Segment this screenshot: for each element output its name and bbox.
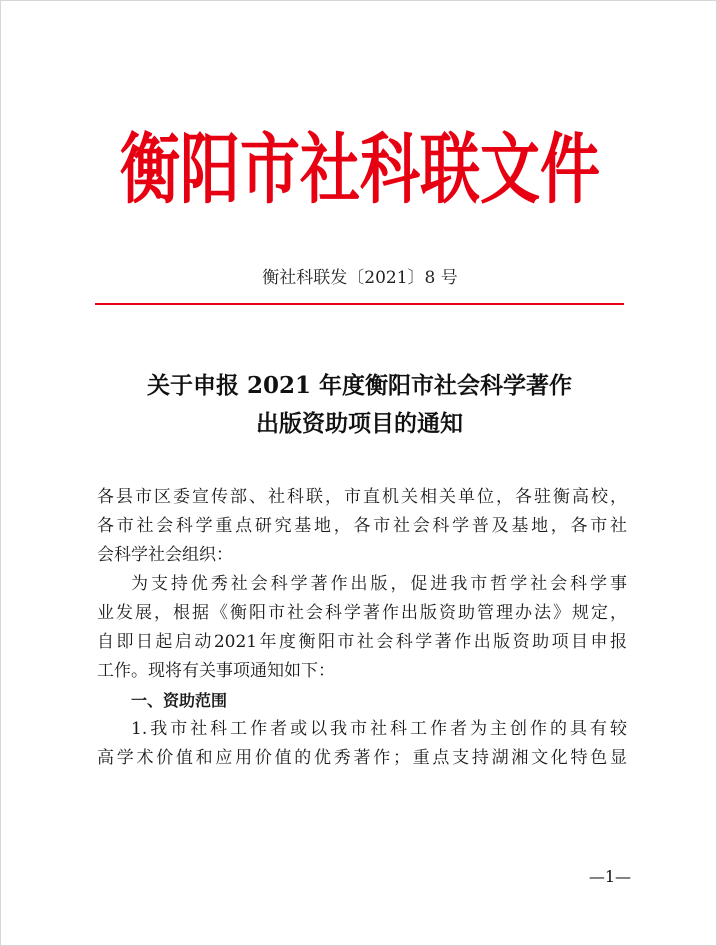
red-masthead: 衡阳市社科联文件 — [120, 125, 600, 215]
addressee-line-1: 各县市区委宣传部、社科联，市直机关相关单位，各驻衡高校， — [97, 487, 627, 507]
intro-line-4: 工作。现将有关事项通知如下： — [97, 661, 335, 681]
intro-line-2: 业发展，根据《衡阳市社会科学著作出版资助管理办法》规定， — [97, 603, 627, 623]
item-1-line-1: 1.我市社科工作者或以我市社科工作者为主创作的具有较 — [131, 719, 627, 739]
intro-line-3: 自即日起启动2021年度衡阳市社会科学著作出版资助项目申报 — [97, 632, 627, 652]
addressee-line-2: 各市社会科学重点研究基地，各市社会科学普及基地，各市社 — [97, 516, 627, 536]
intro-line-1: 为支持优秀社会科学著作出版，促进我市哲学社会科学事 — [131, 574, 627, 594]
addressee-line-3: 会科学社会组织： — [97, 545, 233, 565]
document-title — [81, 367, 638, 443]
title-line-2: 出版资助项目的通知 — [256, 410, 463, 437]
document-body — [97, 483, 627, 773]
section-heading-funding-scope: 一、资助范围 — [131, 691, 228, 710]
red-divider-rule — [95, 303, 624, 305]
title-line-1: 关于申报 2021 年度衡阳市社会科学著作 — [146, 372, 573, 399]
document-number: 衡社科联发〔2021〕8 号 — [262, 268, 458, 288]
page-number: —1— — [588, 867, 631, 886]
item-1-line-2: 高学术价值和应用价值的优秀著作；重点支持湖湘文化特色显 — [97, 748, 627, 768]
